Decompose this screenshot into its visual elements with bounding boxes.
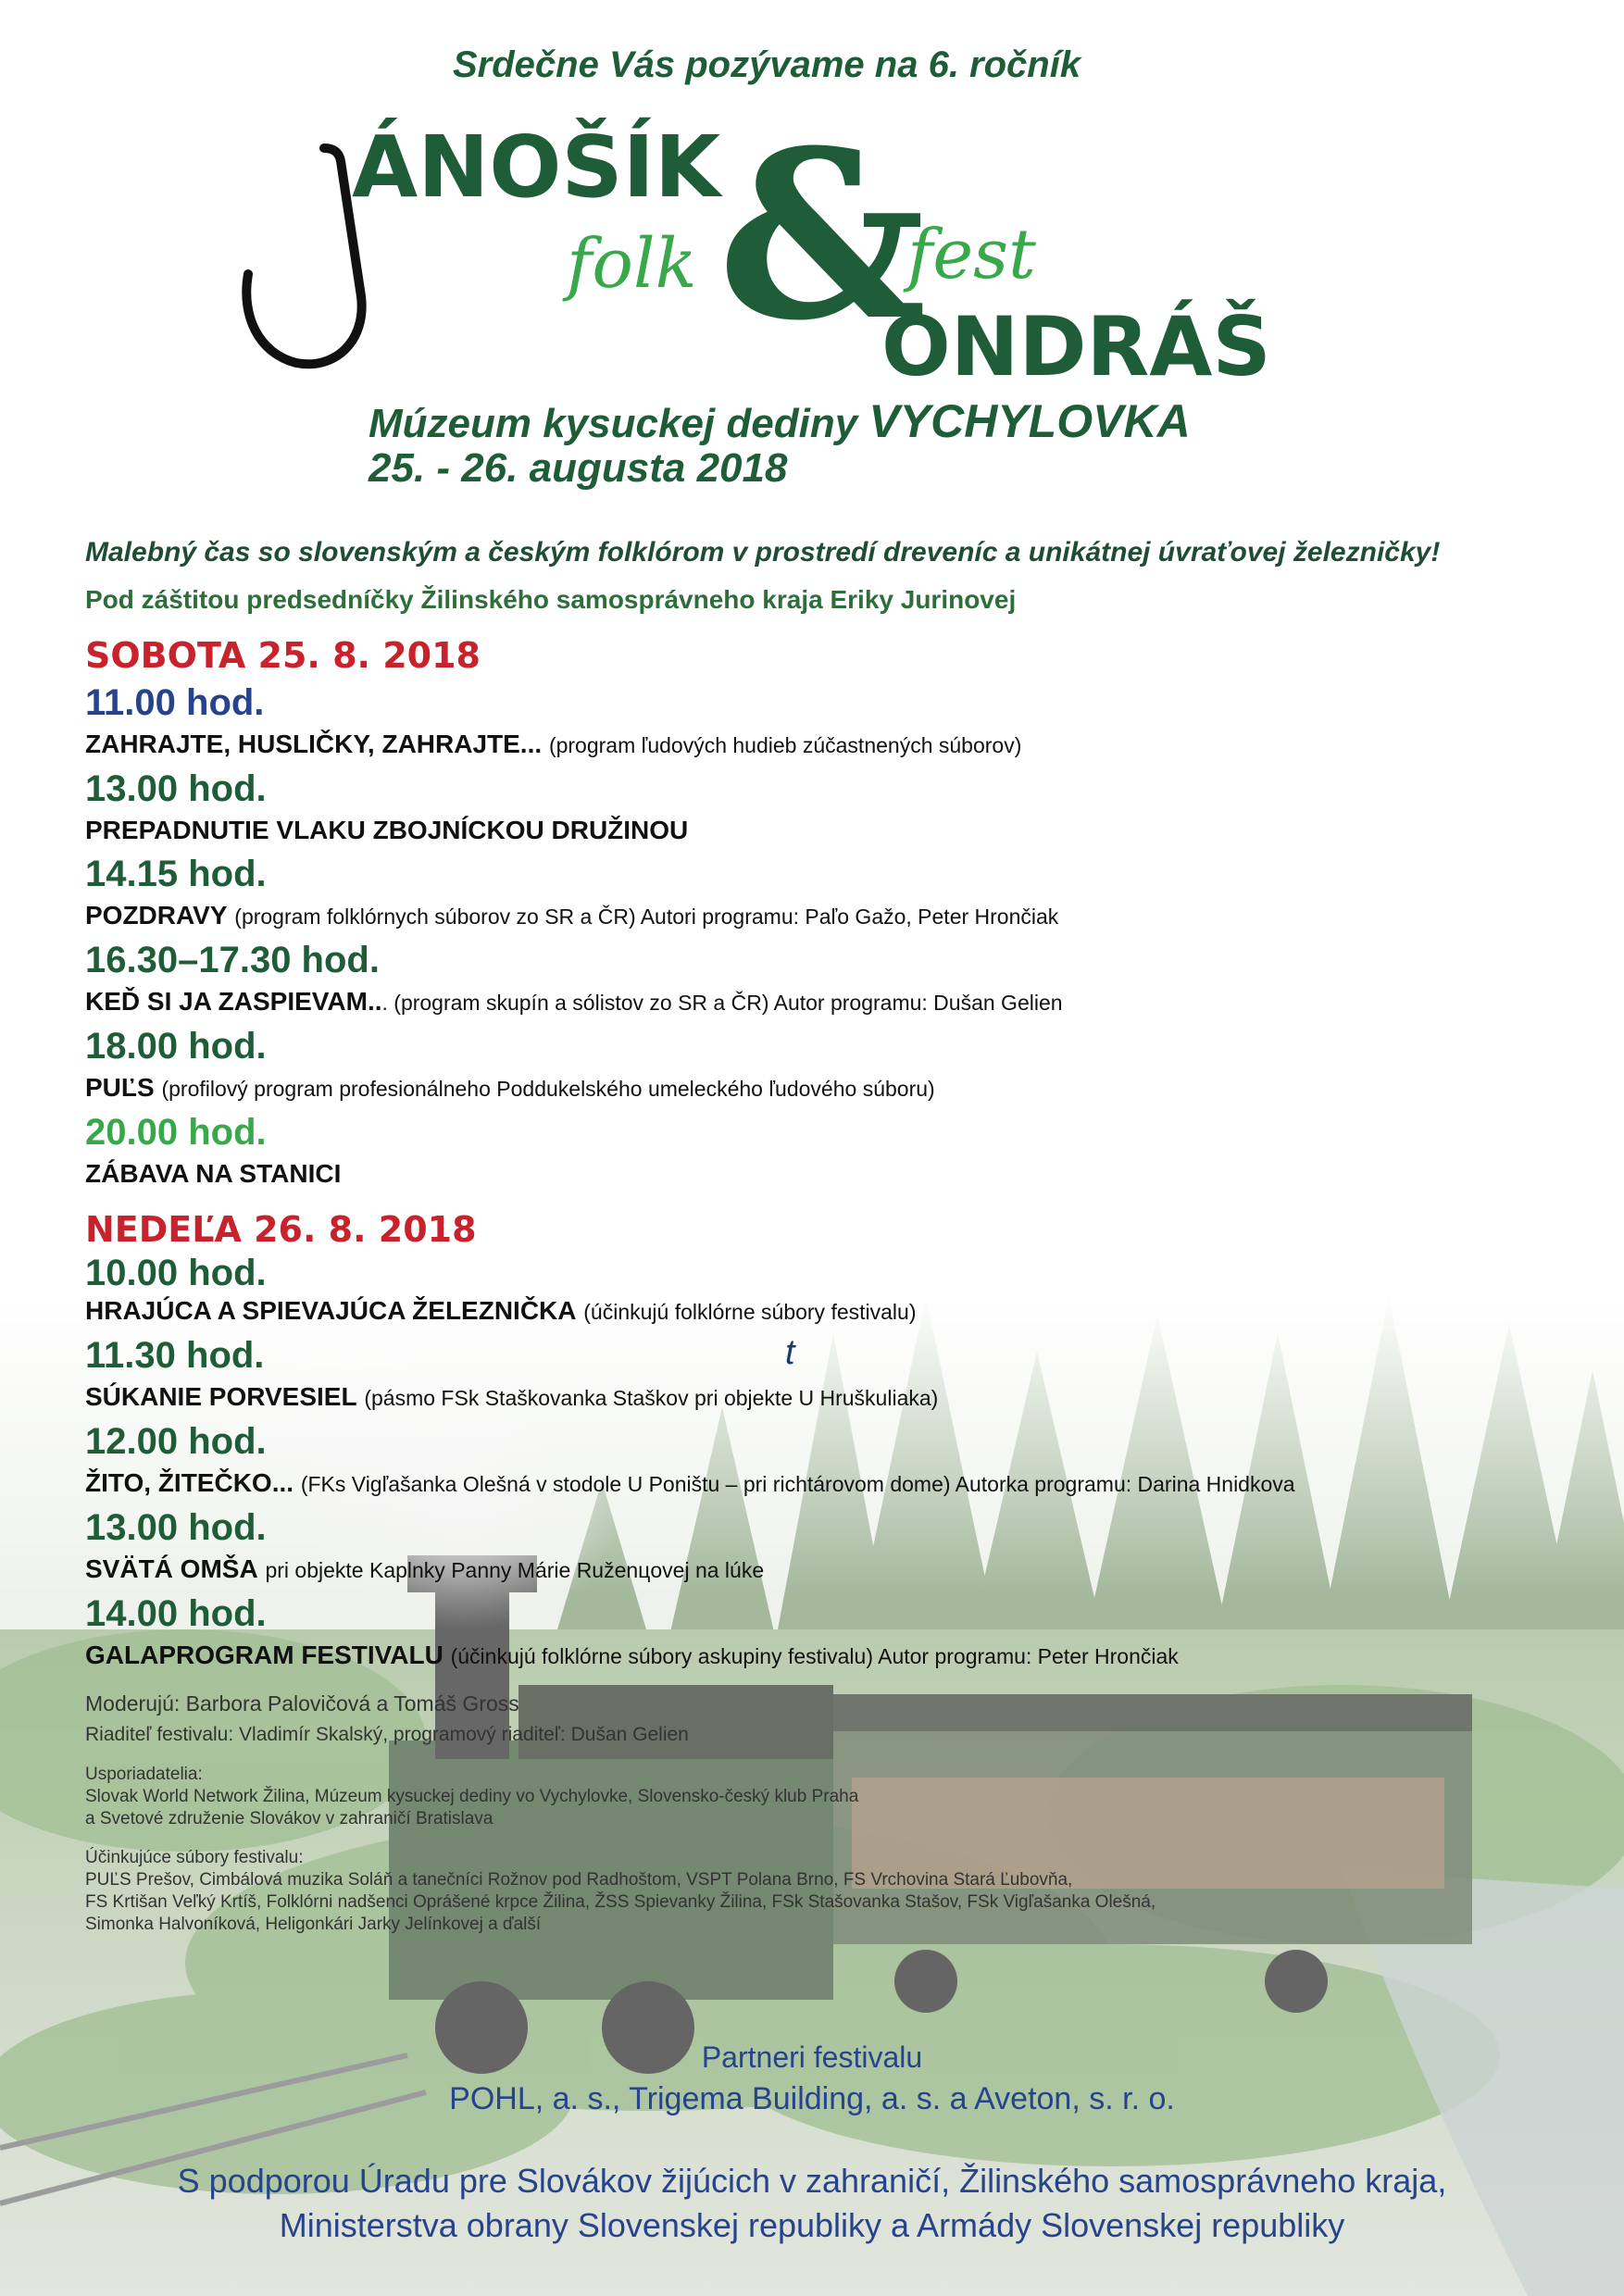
event-title: POZDRAVY <box>85 901 228 930</box>
event-item <box>85 1292 1530 1330</box>
event-item <box>85 897 1530 935</box>
event-item <box>85 726 1530 764</box>
event-title: SÚKANIE PORVESIEL <box>85 1382 357 1411</box>
event-detail: pri objekte Kaplnky Panny Márie Ruženцovej na lúke <box>265 1558 765 1582</box>
event-title: SVÄTÁ OMŠA <box>85 1554 258 1583</box>
event-detail: . (program skupín a sólistov zo SR a ČR) Autor programu: Dušan Gelien <box>381 991 1063 1015</box>
organizers-line: Slovak World Network Žilina, Múzeum kysuckej dediny vo Vychylovke, Slovensko-český klub Praha <box>85 1787 859 1806</box>
invite-line: Srdečne Vás pozývame na 6. ročník <box>453 44 1081 85</box>
event-detail: (profilový program profesionálneho Poddukelského umeleckého ľudového súboru) <box>161 1077 935 1101</box>
sunday-heading: NEDEĽA 26. 8. 2018 <box>85 1209 477 1250</box>
event-time: 10.00 hod. <box>85 1253 267 1293</box>
tagline: Malebný čas so slovenským a českým folklórom v prostredí dreveníc a unikátnej úvraťovej železničky! <box>85 537 1441 568</box>
logo-folk: folk <box>567 224 697 304</box>
event-item <box>85 1551 1530 1589</box>
logo-ampersand: & <box>718 111 927 371</box>
logo-word-ondras: ONDRÁŠ <box>881 299 1271 389</box>
ensembles-label: Účinkujúce súbory festivalu: <box>85 1848 304 1867</box>
event-detail: (FKs Vigľašanka Olešná v stodole U Poništu – pri richtárovom dome) Autorka programu: Darina Hnidkova <box>300 1472 1295 1496</box>
event-title: ZAHRAJTE, HUSLIČKY, ZAHRAJTE... <box>85 730 543 758</box>
venue-prefix: Múzeum kysuckej dediny <box>369 401 858 446</box>
ensembles-line: PUĽS Prešov, Cimbálová muzika Soláň a tanečníci Rožnov pod Radhoštom, VSPT Polana Brno, FS Vrchovina Stará Ľubovňa, <box>85 1870 1073 1890</box>
organizers-label: Usporiadatelia: <box>85 1765 203 1784</box>
program-schedule <box>85 631 1530 1936</box>
event-time: 16.30–17.30 hod. <box>85 940 380 980</box>
event-time: 11.00 hod. <box>85 682 265 723</box>
event-time: 14.00 hod. <box>85 1593 267 1634</box>
event-detail: (účinkujú folklórne súbory askupiny festivalu) Autor programu: Peter Hrončiak <box>450 1644 1179 1668</box>
partners-list: POHL, a. s., Trigema Building, a. s. a Aveton, s. r. o. <box>449 2081 1175 2116</box>
patron-line: Pod záštitou predsedníčky Žilinského samosprávneho kraja Eriky Jurinovej <box>85 585 1017 614</box>
event-title: GALAPROGRAM FESTIVALU <box>85 1641 443 1669</box>
event-item <box>85 812 1530 849</box>
event-time: 14.15 hod. <box>85 854 267 894</box>
ensembles-line: Simonka Halvoníková, Heligonkári Jarky Jelínkovej a ďalší <box>85 1915 542 1934</box>
saturday-heading: SOBOTA 25. 8. 2018 <box>85 635 481 676</box>
event-detail: (pásmo FSk Staškovanka Staškov pri objekte U Hruškuliaka) <box>364 1386 939 1410</box>
venue-block <box>369 396 1191 491</box>
event-detail: (program ľudových hudieb zúčastnených súborov) <box>548 733 1022 757</box>
event-item <box>85 983 1530 1021</box>
directors-line: Riaditeľ festivalu: Vladimír Skalský, programový riaditeľ: Dušan Gelien <box>85 1724 689 1745</box>
event-time: 11.30 hod. <box>85 1335 265 1376</box>
event-detail: (program folklórnych súborov zo SR a ČR) Autori programu: Paľo Gažo, Peter Hrončiak <box>234 905 1059 929</box>
organizers-line: a Svetové združenie Slovákov v zahraničí Bratislava <box>85 1809 493 1828</box>
event-item <box>85 1637 1530 1675</box>
event-title: ZÁBAVA NA STANICI <box>85 1159 342 1188</box>
event-title: ŽITO, ŽITEČKO... <box>85 1468 294 1497</box>
event-time: 13.00 hod. <box>85 1507 267 1548</box>
event-item <box>85 1379 1530 1416</box>
event-time: 18.00 hod. <box>85 1026 267 1067</box>
festival-dates: 25. - 26. augusta 2018 <box>369 445 788 491</box>
festival-logo <box>222 111 1287 389</box>
event-time: 12.00 hod. <box>85 1421 267 1462</box>
event-item <box>85 1155 1530 1192</box>
partners-title: Partneri festivalu <box>701 2040 923 2074</box>
event-time: 20.00 hod. <box>85 1112 267 1153</box>
moderators-line: Moderujú: Barbora Palovičová a Tomáš Gross <box>85 1691 519 1716</box>
logo-fest: fest <box>907 215 1036 294</box>
support-line: Ministerstva obrany Slovenskej republiky a Armády Slovenskej republiky <box>279 2206 1345 2244</box>
venue-name: VYCHYLOVKA <box>868 395 1191 447</box>
logo-word-janosik: ÁNOŠÍK <box>352 118 721 217</box>
event-title: PUĽS <box>85 1073 155 1102</box>
stray-letter: t <box>785 1333 795 1372</box>
credits-block <box>85 1688 1530 1936</box>
event-time: 13.00 hod. <box>85 768 267 809</box>
ensembles-line: FS Krtišan Veľký Krtíš, Folklórni nadšenci Oprášené krpce Žilina, ŽSS Spievanky Žilina, FSk Stašovanka Stašov, FSk Vigľašanka Olešná, <box>85 1892 1156 1912</box>
event-item <box>85 1069 1530 1107</box>
event-item <box>85 1465 1530 1503</box>
event-title: PREPADNUTIE VLAKU ZBOJNÍCKOU DRUŽINOU <box>85 816 689 844</box>
event-title: HRAJÚCA A SPIEVAJÚCA ŽELEZNIČKA <box>85 1296 577 1325</box>
support-block <box>0 2159 1624 2248</box>
event-detail: (účinkujú folklórne súbory festivalu) <box>583 1300 917 1324</box>
support-line: S podporou Úradu pre Slovákov žijúcich v zahraničí, Žilinského samosprávneho kraja, <box>177 2162 1447 2200</box>
event-title: KEĎ SI JA ZASPIEVAM.. <box>85 987 382 1016</box>
